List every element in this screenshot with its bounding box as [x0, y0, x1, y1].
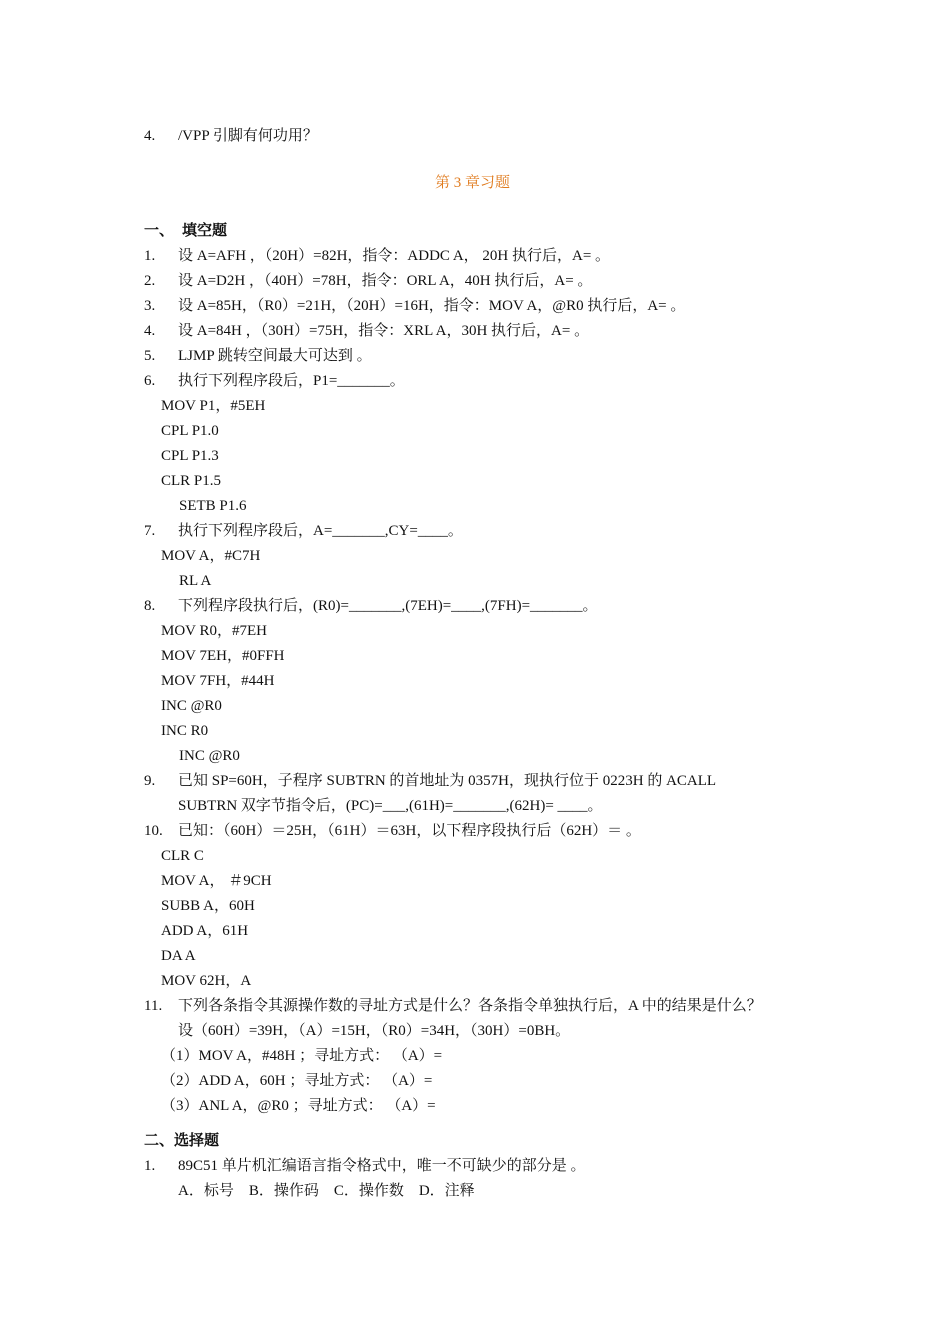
item-text: 执行下列程序段后，A=_______,CY=____。: [178, 523, 463, 539]
code-line: CPL P1.3: [161, 448, 219, 464]
question-line: [144, 321, 589, 341]
code-line: CPL P1.0: [161, 423, 219, 439]
item-number: 3.: [144, 298, 156, 314]
item-text: 89C51 单片机汇编语言指令格式中，唯一不可缺少的部分是 。: [178, 1158, 586, 1174]
section-title: 填空题: [182, 223, 228, 239]
item-number: 10.: [144, 823, 163, 839]
question-line: [144, 296, 685, 316]
question-line: [144, 996, 762, 1016]
code-line: MOV 62H，A: [161, 973, 252, 989]
item-number: 1.: [144, 248, 156, 264]
item-number: 8.: [144, 598, 156, 614]
item-text: 设 A=84H ，（30H）=75H，指令：XRL A，30H 执行后，A= 。: [178, 323, 590, 339]
item-text: 设 A=D2H ，（40H）=78H，指令：ORL A，40H 执行后，A= 。: [178, 273, 593, 289]
sub-question: （1）MOV A，#48H ；寻址方式： （A）=: [161, 1048, 443, 1064]
code-line: CLR P1.5: [161, 473, 222, 489]
item-number: 6.: [144, 373, 156, 389]
code-line: INC @R0: [161, 698, 222, 714]
code-line: INC @R0: [179, 748, 240, 764]
question-line: [144, 371, 405, 391]
code-line: MOV A，#C7H: [161, 548, 261, 564]
question-continuation: 设（60H）=39H，（A）=15H，（R0）=34H，（30H）=0BH。: [178, 1023, 571, 1039]
code-line: DA A: [161, 948, 196, 964]
item-number: 4.: [144, 323, 156, 339]
item-text: 已知 SP=60H，子程序 SUBTRN 的首地址为 0357H，现执行位于 0223H 的 ACALL: [178, 773, 717, 789]
question-line: [144, 246, 610, 266]
item-number: 1.: [144, 1158, 156, 1174]
item-number: 4.: [144, 128, 156, 144]
section-heading: 二、选择题: [144, 1133, 220, 1149]
item-number: 7.: [144, 523, 156, 539]
item-text: 设 A=85H，（R0）=21H，（20H）=16H，指令：MOV A，@R0 执行后，A= 。: [178, 298, 686, 314]
question-line: [144, 521, 463, 541]
item-number: 5.: [144, 348, 156, 364]
item-number: 11.: [144, 998, 163, 1014]
code-line: SUBB A，60H: [161, 898, 255, 914]
answer-options: A．标号 B．操作码 C．操作数 D．注释: [178, 1183, 475, 1199]
code-line: SETB P1.6: [179, 498, 247, 514]
question-continuation: SUBTRN 双字节指令后，(PC)=___,(61H)=_______,(62H)= ____。: [178, 798, 603, 814]
code-line: MOV 7FH，#44H: [161, 673, 275, 689]
sub-question: （3）ANL A，@R0 ；寻址方式： （A）=: [161, 1098, 436, 1114]
code-line: CLR C: [161, 848, 204, 864]
question-line: [144, 126, 318, 146]
question-line: [144, 771, 716, 791]
code-line: ADD A，61H: [161, 923, 249, 939]
question-line: [144, 821, 641, 841]
item-text: 设 A=AFH ，（20H）=82H，指令：ADDC A， 20H 执行后，A= 。: [178, 248, 611, 264]
item-text: LJMP 跳转空间最大可达到 。: [178, 348, 372, 364]
question-line: [144, 346, 372, 366]
question-line: [144, 596, 598, 616]
question-line: [144, 271, 592, 291]
question-line: [144, 1156, 586, 1176]
code-line: RL A: [179, 573, 212, 589]
item-number: 9.: [144, 773, 156, 789]
item-text: /VPP 引脚有何功用？: [178, 128, 318, 144]
code-line: INC R0: [161, 723, 209, 739]
code-line: MOV P1，#5EH: [161, 398, 266, 414]
item-text: 已知：（60H）＝25H，（61H）＝63H，以下程序段执行后（62H）＝ 。: [178, 823, 641, 839]
code-line: MOV 7EH，#0FFH: [161, 648, 285, 664]
code-line: MOV A， ＃9CH: [161, 873, 272, 889]
item-text: 下列各条指令其源操作数的寻址方式是什么？各条指令单独执行后，A 中的结果是什么？: [178, 998, 762, 1014]
item-number: 2.: [144, 273, 156, 289]
sub-question: （2）ADD A，60H ；寻址方式： （A）=: [161, 1073, 433, 1089]
section-number: 一、: [144, 223, 175, 239]
item-text: 下列程序段执行后，(R0)=_______,(7EH)=____,(7FH)=_______。: [178, 598, 598, 614]
chapter-title: 第 3 章习题: [435, 175, 511, 191]
section-heading: [144, 221, 227, 241]
code-line: MOV R0，#7EH: [161, 623, 267, 639]
item-text: 执行下列程序段后，P1=_______。: [178, 373, 405, 389]
